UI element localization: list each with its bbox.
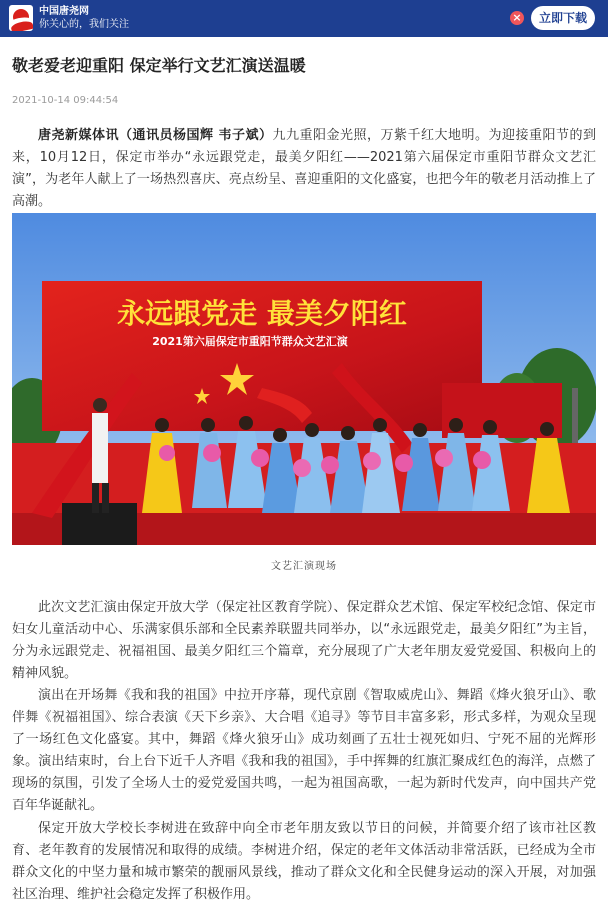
photo-banner-line1: 永远跟党走 最美夕阳红	[117, 297, 407, 330]
app-download-banner	[0, 0, 608, 37]
lead-paragraph	[12, 125, 596, 213]
paragraph-program: 演出在开场舞《我和我的祖国》中拉开序幕，现代京剧《智取威虎山》、舞蹈《烽火狼牙山》、歌伴舞《祝福祖国》、综合表演《天下乡亲》、大合唱《追寻》等节目丰富多彩，形式多样，为观众呈现了一场红色文化盛宴。其中，舞蹈《烽火狼牙山》成功刻画了五壮士视死如归、宁死不屈的光辉形象。演出结束时，台上台下近千人齐唱《我和我的祖国》，手中挥舞的红旗汇聚成红色的海洋，点燃了现场的氛围，引发了全场人士的爱党爱国共鸣，一起为祖国高歌，一起为新时代发声，向中国共产党百年华诞献礼。	[12, 688, 596, 813]
app-logo-icon	[9, 5, 33, 31]
lead-text: 九九重阳金光照，万紫千红大地明。为迎接重阳节的到来，10月12日，保定市举办“永远跟党走，最美夕阳红——2021第六届保定市重阳节群众文艺汇演”，为老年人献上了一场热烈喜庆、亮点纷呈、喜迎重阳的文化盛宴，也把今年的敬老月活动推上了高潮。	[12, 128, 596, 209]
photo-banner-line2: 2021第六届保定市重阳节群众文艺汇演	[152, 335, 348, 348]
app-info	[39, 5, 129, 31]
app-name: 中国唐尧网	[39, 6, 89, 17]
app-slogan: 你关心的，我们关注	[39, 19, 129, 30]
article-photo	[12, 213, 596, 545]
paragraph-speech: 保定开放大学校长李树进在致辞中向全市老年朋友致以节日的问候，并简要介绍了该市社区教育、老年教育的发展情况和取得的成绩。李树进介绍，保定的老年文体活动非常活跃，已经成为全市群众文化的中坚力量和城市繁荣的靓丽风景线，推动了群众文化和全民健身运动的深入开展，对加强社区治理、维护社会稳定发挥了积极作用。	[12, 821, 596, 902]
download-button[interactable]: 立即下载	[531, 6, 595, 30]
lead-source: 唐尧新媒体讯（通讯员杨国辉 韦子斌）	[38, 128, 273, 143]
publish-date: 2021-10-14 09:44:54	[12, 95, 119, 106]
stage-performance-image	[12, 213, 596, 545]
paragraph-organizers: 此次文艺汇演由保定开放大学（保定社区教育学院）、保定群众艺术馆、保定军校纪念馆、保定市妇女儿童活动中心、乐满家俱乐部和全民素养联盟共同举办，以“永远跟党走，最美夕阳红”为主旨，分为永远跟党走、祝福祖国、最美夕阳红三个篇章，充分展现了广大老年朋友爱党爱国、积极向上的精神风貌。	[12, 600, 596, 681]
photo-caption: 文艺汇演现场	[271, 561, 337, 572]
close-banner-icon[interactable]: ×	[510, 11, 524, 25]
article-title: 敬老爱老迎重阳 保定举行文艺汇演送温暖	[12, 56, 306, 75]
